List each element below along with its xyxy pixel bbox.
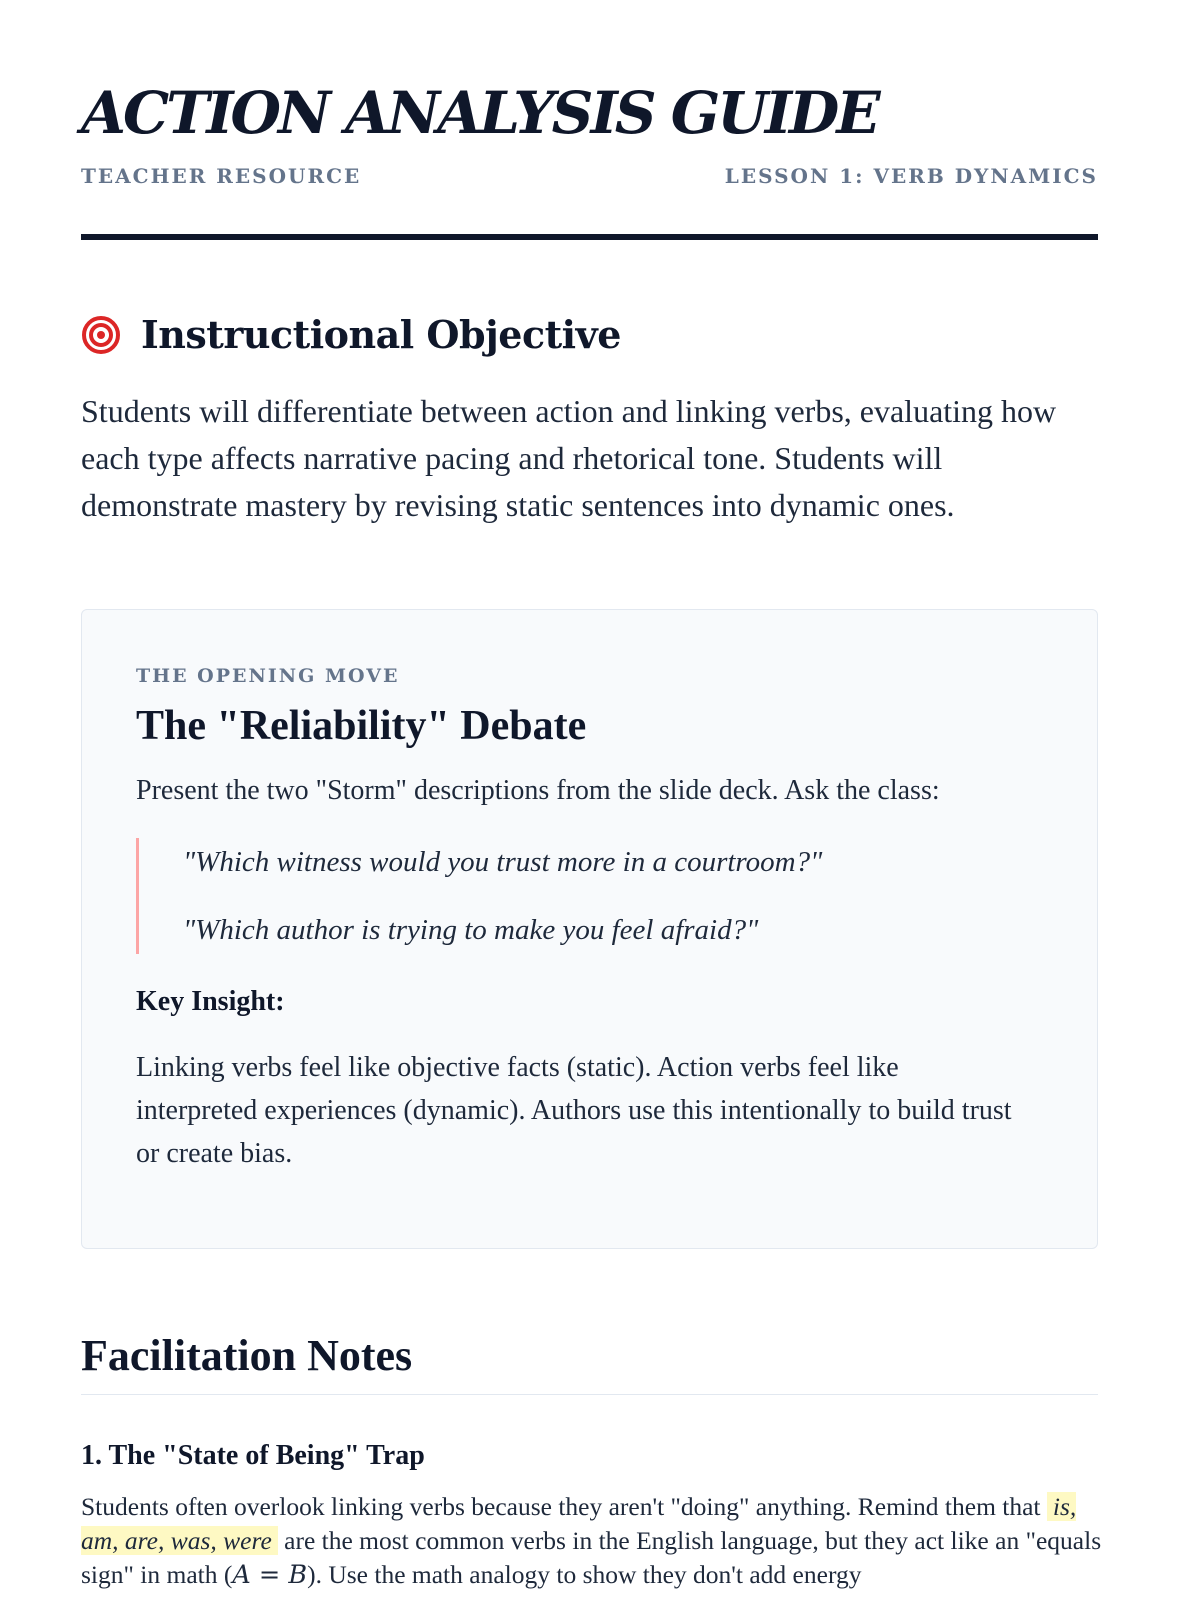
note-text bbox=[81, 1490, 1106, 1592]
card-title: The "Reliability" Debate bbox=[136, 703, 587, 749]
objective-heading: Instructional Objective bbox=[141, 312, 621, 357]
objective-header bbox=[81, 312, 621, 357]
facilitation-notes-title: Facilitation Notes bbox=[81, 1331, 413, 1380]
lesson-label: LESSON 1: VERB DYNAMICS bbox=[724, 164, 1098, 188]
key-insight-label: Key Insight: bbox=[136, 986, 285, 1018]
objective-text: Students will differentiate between action and linking verbs, evaluating how each type affects narrative pacing and rhetorical tone. Students will demonstrate mastery by revising static sentences into dynamic ones. bbox=[81, 393, 1057, 523]
document-title: ACTION ANALYSIS GUIDE bbox=[81, 79, 878, 147]
note-text-segment: ). Use the math analogy to show they don't add energy bbox=[307, 1560, 862, 1589]
card-eyebrow: THE OPENING MOVE bbox=[136, 665, 400, 687]
resource-type-label: TEACHER RESOURCE bbox=[81, 164, 362, 188]
note-text-segment: are the most common verbs in the English language, but they act like an "equals sign" in math ( bbox=[81, 1526, 1102, 1589]
note-heading: 1. The "State of Being" Trap bbox=[81, 1440, 425, 1471]
math-expression: A = B bbox=[232, 1560, 308, 1590]
opening-move-card bbox=[81, 609, 1098, 1249]
header-divider bbox=[81, 234, 1098, 240]
question-quote: "Which witness would you trust more in a courtroom?" bbox=[183, 845, 823, 878]
section-divider bbox=[81, 1394, 1098, 1395]
note-text-segment: Students often overlook linking verbs because they aren't "doing" anything. Remind them that bbox=[81, 1492, 1047, 1521]
question-quote: "Which author is trying to make you feel afraid?" bbox=[183, 914, 759, 947]
card-intro: Present the two "Storm" descriptions from the slide deck. Ask the class: bbox=[136, 775, 940, 807]
target-icon bbox=[81, 315, 121, 355]
highlighted-verbs: is, am, are, was, were bbox=[81, 1492, 1077, 1555]
question-quote-block bbox=[136, 838, 1043, 955]
key-insight-text: Linking verbs feel like objective facts (static). Action verbs feel like interpreted experiences (dynamic). Authors use this intentionally to build trust or create bias. bbox=[136, 1052, 1012, 1170]
